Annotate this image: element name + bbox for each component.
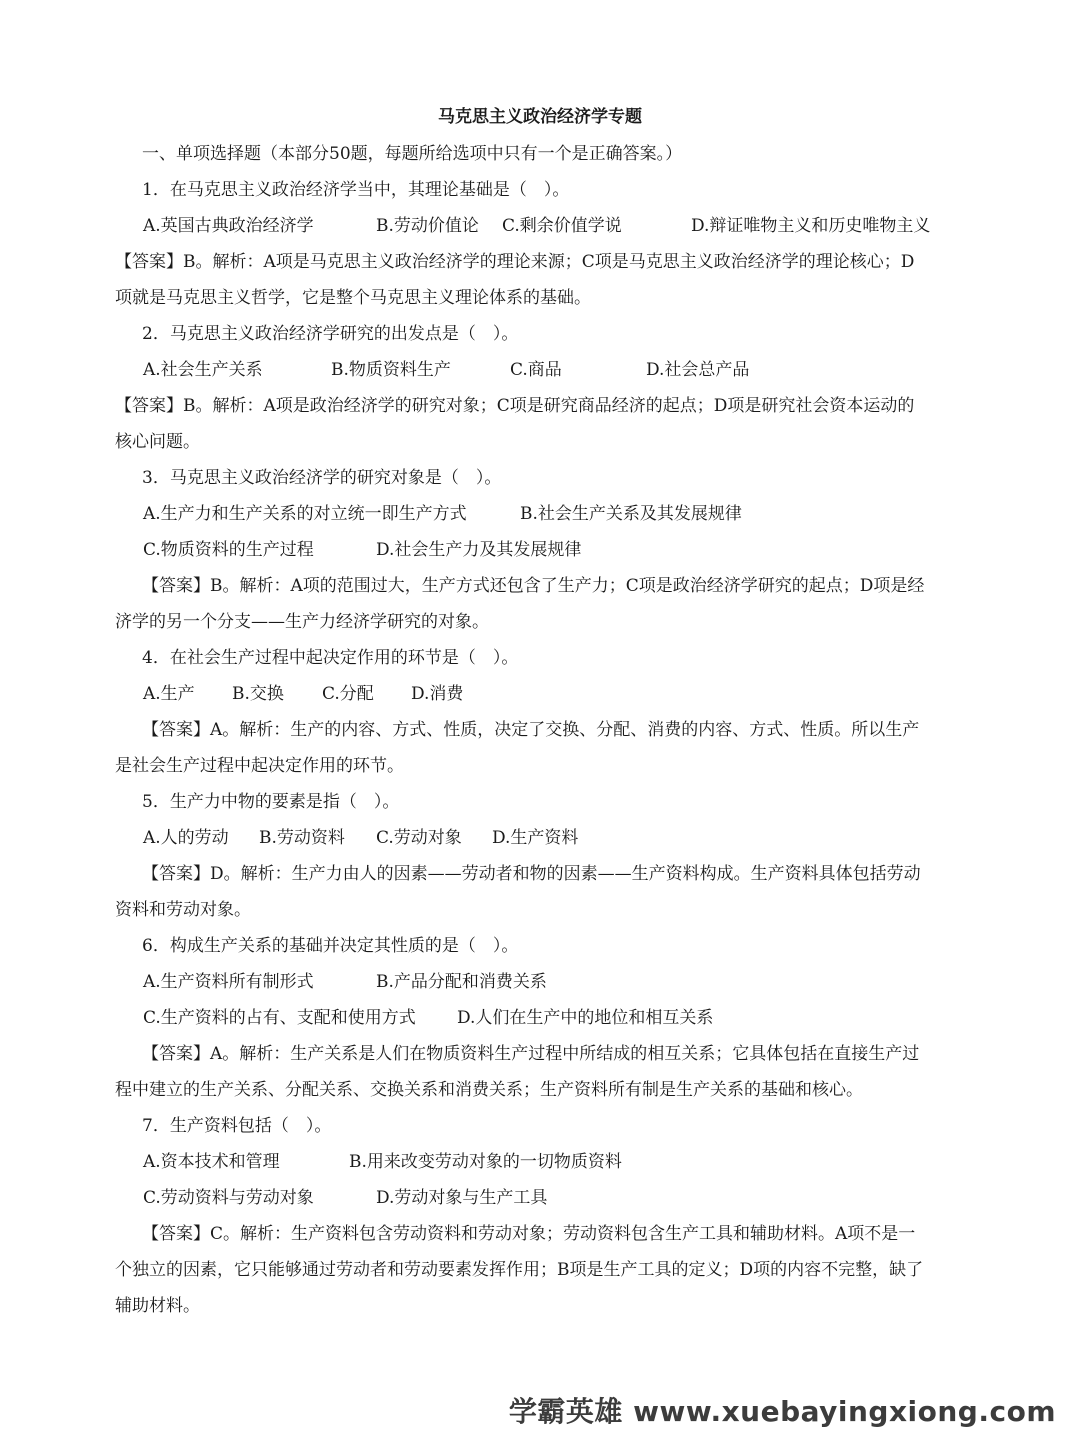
option-a: A.人的劳动: [143, 828, 229, 848]
answer-line: 【答案】A。解析：生产的内容、方式、性质，决定了交换、分配、消费的内容、方式、性质。所以生产: [142, 720, 920, 740]
option-c: C.物质资料的生产过程: [143, 540, 314, 560]
option-a: A.生产力和生产关系的对立统一即生产方式: [143, 504, 467, 524]
option-c: C.劳动资料与劳动对象: [143, 1188, 314, 1208]
option-a: A.资本技术和管理: [143, 1152, 280, 1172]
option-d: D.消费: [411, 684, 464, 704]
option-d: D.生产资料: [492, 828, 579, 848]
option-b: B.劳动价值论: [376, 216, 479, 236]
option-a: A.生产资料所有制形式: [143, 972, 314, 992]
answer-line: 【答案】D。解析：生产力由人的因素——劳动者和物的因素——生产资料构成。生产资料具体包括劳动: [142, 864, 921, 884]
question-stem: 2．马克思主义政治经济学研究的出发点是（ ）。: [142, 324, 519, 344]
answer-line: 程中建立的生产关系、分配关系、交换关系和消费关系；生产资料所有制是生产关系的基础和核心。: [115, 1080, 863, 1100]
option-a: A.英国古典政治经济学: [143, 216, 314, 236]
answer-line: 【答案】A。解析：生产关系是人们在物质资料生产过程中所结成的相互关系；它具体包括在直接生产过: [142, 1044, 920, 1064]
question-stem: 5．生产力中物的要素是指（ ）。: [142, 792, 400, 812]
answer-line: 个独立的因素，它只能够通过劳动者和劳动要素发挥作用；B项是生产工具的定义；D项的内容不完整，缺了: [115, 1260, 924, 1280]
option-c: C.劳动对象: [376, 828, 462, 848]
site-watermark: 学霸英雄 www.xuebayingxiong.com: [508, 1395, 1056, 1428]
question-stem: 7．生产资料包括（ ）。: [142, 1116, 332, 1136]
answer-line: 核心问题。: [115, 432, 200, 452]
answer-line: 资料和劳动对象。: [115, 900, 251, 920]
option-a: A.生产: [143, 684, 195, 704]
answer-line: 是社会生产过程中起决定作用的环节。: [115, 756, 404, 776]
option-b: B.用来改变劳动对象的一切物质资料: [349, 1152, 622, 1172]
question-stem: 4．在社会生产过程中起决定作用的环节是（ ）。: [142, 648, 519, 668]
option-c: C.生产资料的占有、支配和使用方式: [143, 1008, 416, 1028]
option-b: B.劳动资料: [259, 828, 345, 848]
option-d: D.社会总产品: [646, 360, 750, 380]
option-b: B.产品分配和消费关系: [376, 972, 547, 992]
question-stem: 6．构成生产关系的基础并决定其性质的是（ ）。: [142, 936, 519, 956]
answer-line: 【答案】B。解析：A项是政治经济学的研究对象；C项是研究商品经济的起点；D项是研究社会资本运动的: [115, 396, 915, 416]
answer-line: 【答案】B。解析：A项的范围过大，生产方式还包含了生产力；C项是政治经济学研究的起点；D项是经: [142, 576, 925, 596]
option-a: A.社会生产关系: [143, 360, 263, 380]
option-b: B.社会生产关系及其发展规律: [520, 504, 742, 524]
option-c: C.剩余价值学说: [502, 216, 622, 236]
option-d: D.劳动对象与生产工具: [376, 1188, 548, 1208]
section-heading: 一、单项选择题（本部分50题，每题所给选项中只有一个是正确答案。）: [142, 144, 683, 164]
answer-line: 【答案】B。解析：A项是马克思主义政治经济学的理论来源；C项是马克思主义政治经济学的理论核心；D: [115, 252, 915, 272]
answer-line: 辅助材料。: [115, 1296, 200, 1316]
answer-line: 【答案】C。解析：生产资料包含劳动资料和劳动对象；劳动资料包含生产工具和辅助材料。A项不是一: [142, 1224, 916, 1244]
option-b: B.物质资料生产: [331, 360, 451, 380]
question-stem: 1．在马克思主义政治经济学当中，其理论基础是（ ）。: [142, 180, 570, 200]
answer-line: 项就是马克思主义哲学，它是整个马克思主义理论体系的基础。: [115, 288, 591, 308]
option-c: C.分配: [322, 684, 374, 704]
answer-line: 济学的另一个分支——生产力经济学研究的对象。: [115, 612, 489, 632]
page-title: 马克思主义政治经济学专题: [438, 107, 642, 127]
option-d: D.辩证唯物主义和历史唯物主义: [691, 216, 931, 236]
option-b: B.交换: [232, 684, 284, 704]
option-d: D.社会生产力及其发展规律: [376, 540, 582, 560]
option-d: D.人们在生产中的地位和相互关系: [457, 1008, 714, 1028]
question-stem: 3．马克思主义政治经济学的研究对象是（ ）。: [142, 468, 502, 488]
option-c: C.商品: [510, 360, 562, 380]
